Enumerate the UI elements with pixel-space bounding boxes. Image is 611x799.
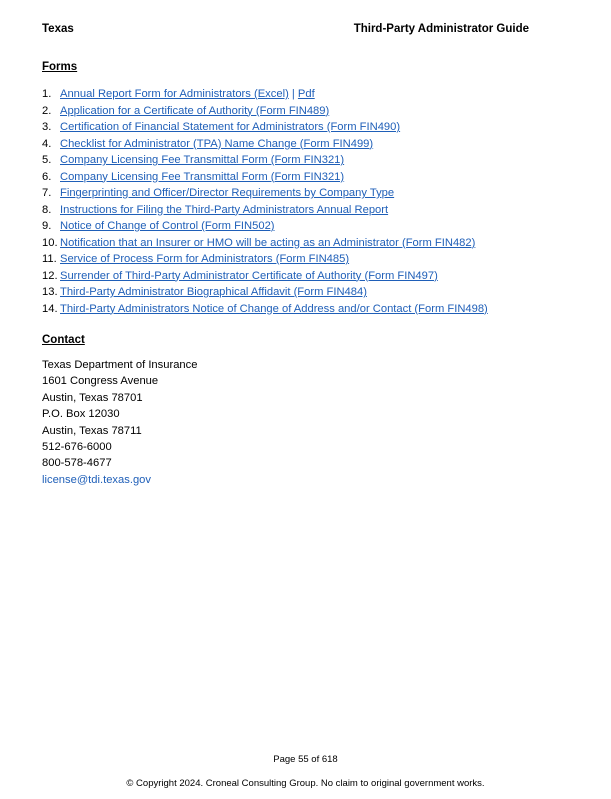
contact-organization: Texas Department of Insurance: [42, 359, 198, 371]
list-number: 1.: [42, 88, 52, 100]
list-number: 5.: [42, 154, 52, 166]
contact-city-zip: Austin, Texas 78701: [42, 391, 143, 404]
forms-list: [42, 86, 488, 317]
contact-po-city-zip: Austin, Texas 78711: [42, 424, 142, 437]
form-link-application-certificate[interactable]: Application for a Certificate of Authority (Form FIN489): [60, 104, 330, 117]
list-item: [42, 202, 488, 219]
page-number: Page 55 of 618: [273, 754, 338, 765]
list-item: [42, 251, 488, 268]
list-number: 2.: [42, 104, 52, 117]
list-item: [42, 103, 488, 120]
form-link-annual-report-instructions[interactable]: Instructions for Filing the Third-Party Administrators Annual Report: [60, 203, 389, 216]
list-number: 3.: [42, 121, 52, 133]
list-item: [42, 86, 488, 103]
header-state: Texas: [42, 23, 74, 35]
contact-po-box: P.O. Box 12030: [42, 408, 120, 421]
contact-email-link[interactable]: license@tdi.texas.gov: [42, 473, 151, 486]
list-item: [42, 119, 488, 136]
form-link-licensing-fee-1[interactable]: Company Licensing Fee Transmittal Form (Form FIN321): [60, 154, 345, 166]
form-link-certification-financial[interactable]: Certification of Financial Statement for Administrators (Form FIN490): [60, 121, 401, 133]
form-link-licensing-fee-2[interactable]: Company Licensing Fee Transmittal Form (Form FIN321): [60, 170, 345, 183]
contact-street-address: 1601 Congress Avenue: [42, 375, 159, 388]
link-separator: |: [288, 88, 298, 100]
list-number: 11.: [42, 253, 57, 265]
list-item: [42, 169, 488, 186]
form-link-insurer-hmo-notification[interactable]: Notification that an Insurer or HMO will be acting as an Administrator (Form FIN482): [60, 236, 476, 249]
list-item: [42, 218, 488, 235]
form-link-annual-report-excel[interactable]: Annual Report Form for Administrators (Excel): [60, 88, 289, 100]
list-item: [42, 235, 488, 252]
list-number: 9.: [42, 220, 52, 232]
form-link-service-of-process[interactable]: Service of Process Form for Administrators (Form FIN485): [60, 253, 350, 265]
list-number: 14.: [42, 302, 58, 315]
list-item: [42, 185, 488, 202]
form-link-fingerprinting[interactable]: Fingerprinting and Officer/Director Requirements by Company Type: [60, 187, 395, 199]
forms-heading: Forms: [42, 61, 78, 73]
form-link-change-of-control[interactable]: Notice of Change of Control (Form FIN502): [60, 220, 275, 232]
list-number: 8.: [42, 203, 52, 216]
form-link-checklist-name-change[interactable]: Checklist for Administrator (TPA) Name Change (Form FIN499): [60, 137, 374, 150]
contact-block: [42, 357, 197, 488]
list-number: 7.: [42, 187, 52, 199]
list-item: [42, 301, 488, 318]
form-link-surrender-certificate[interactable]: Surrender of Third-Party Administrator Certificate of Authority (Form FIN497): [60, 269, 438, 282]
list-item: [42, 152, 488, 169]
contact-phone-2: 800-578-4677: [42, 457, 112, 470]
form-link-biographical-affidavit[interactable]: Third-Party Administrator Biographical Affidavit (Form FIN484): [60, 286, 367, 298]
copyright-notice: © Copyright 2024. Croneal Consulting Group. No claim to original government works.: [126, 778, 485, 789]
list-item: [42, 284, 488, 301]
list-number: 4.: [42, 137, 52, 150]
list-number: 13.: [42, 286, 58, 298]
contact-heading: Contact: [42, 334, 85, 346]
contact-phone-1: 512-676-6000: [42, 440, 112, 453]
form-link-annual-report-pdf[interactable]: Pdf: [297, 88, 315, 100]
header-guide-title: Third-Party Administrator Guide: [353, 23, 529, 35]
list-number: 6.: [42, 170, 52, 183]
list-number: 10.: [42, 236, 58, 249]
list-item: [42, 268, 488, 285]
form-link-change-of-address[interactable]: Third-Party Administrators Notice of Change of Address and/or Contact (Form FIN498): [60, 302, 488, 315]
list-item: [42, 136, 488, 153]
list-number: 12.: [42, 269, 58, 282]
